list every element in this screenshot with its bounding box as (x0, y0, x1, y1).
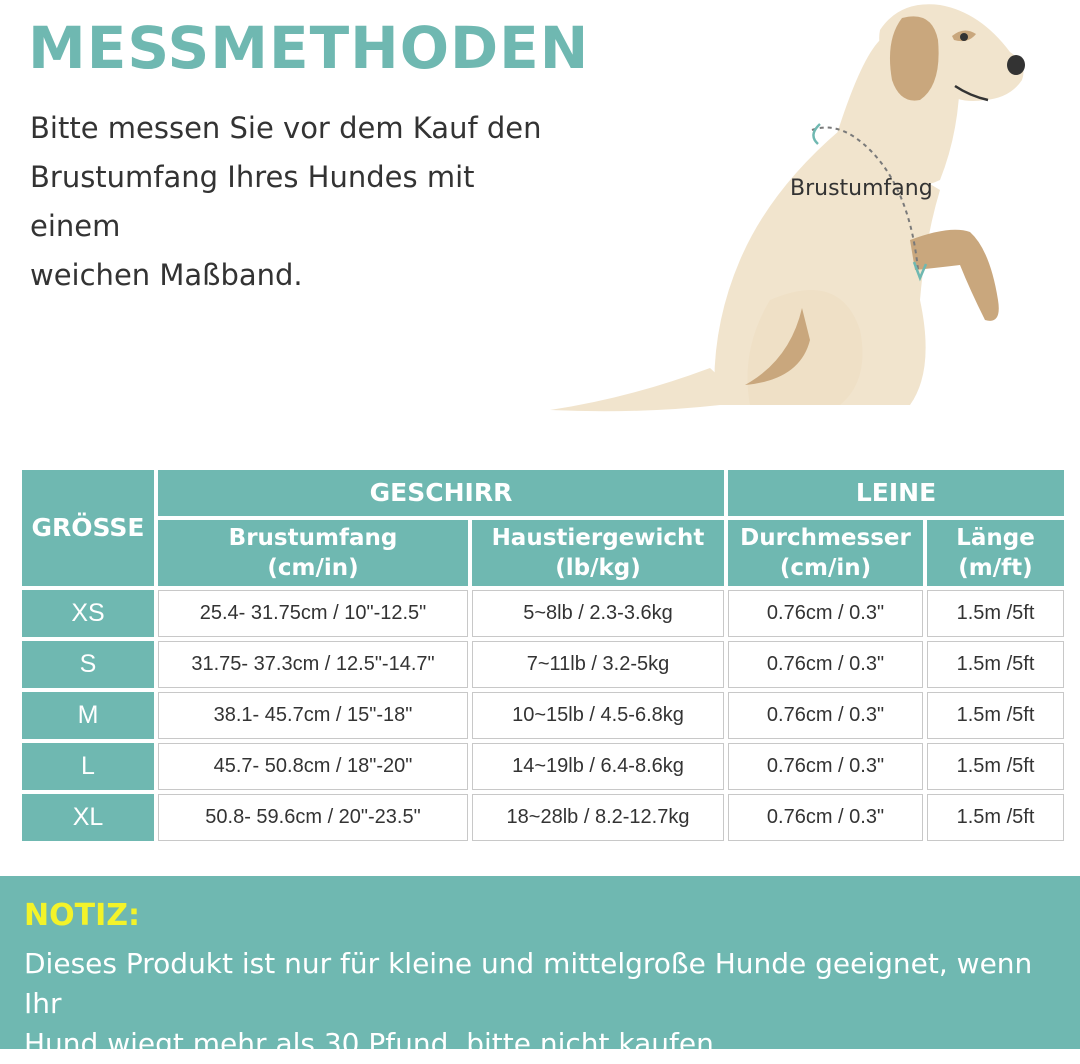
weight-cell: 14~19lb / 6.4-8.6kg (472, 743, 724, 790)
length-header-label: Länge (956, 525, 1035, 551)
size-chart-table (18, 466, 1068, 845)
diameter-cell: 0.76cm / 0.3" (728, 794, 923, 841)
size-cell: XS (22, 590, 154, 637)
table-row (22, 794, 1064, 841)
table-row (22, 743, 1064, 790)
intro-text (30, 104, 570, 300)
harness-group-header: GESCHIRR (158, 470, 724, 516)
chest-column-header (158, 520, 468, 586)
chest-cell: 38.1- 45.7cm / 15"-18" (158, 692, 468, 739)
weight-header-unit: (lb/kg) (555, 555, 641, 581)
intro-line-1: Bitte messen Sie vor dem Kauf den (30, 111, 542, 145)
weight-cell: 18~28lb / 8.2-12.7kg (472, 794, 724, 841)
size-cell: L (22, 743, 154, 790)
chest-header-label: Brustumfang (228, 525, 398, 551)
length-cell: 1.5m /5ft (927, 692, 1064, 739)
length-header-unit: (m/ft) (958, 555, 1033, 581)
note-box (0, 876, 1080, 1060)
diameter-cell: 0.76cm / 0.3" (728, 641, 923, 688)
length-cell: 1.5m /5ft (927, 794, 1064, 841)
note-line-2: Hund wiegt mehr als 30 Pfund, bitte nicht kaufen (24, 1027, 714, 1060)
intro-line-3: weichen Maßband. (30, 258, 303, 292)
diameter-column-header (728, 520, 923, 586)
size-column-header: GRÖSSE (22, 470, 154, 586)
weight-header-label: Haustiergewicht (491, 525, 705, 551)
dog-icon (540, 0, 1080, 420)
leash-group-header: LEINE (728, 470, 1064, 516)
length-cell: 1.5m /5ft (927, 641, 1064, 688)
chest-header-unit: (cm/in) (267, 555, 359, 581)
weight-cell: 10~15lb / 4.5-6.8kg (472, 692, 724, 739)
table-row (22, 692, 1064, 739)
weight-cell: 7~11lb / 3.2-5kg (472, 641, 724, 688)
diameter-header-label: Durchmesser (740, 525, 911, 551)
size-cell: XL (22, 794, 154, 841)
length-cell: 1.5m /5ft (927, 590, 1064, 637)
size-cell: S (22, 641, 154, 688)
chest-cell: 45.7- 50.8cm / 18"-20" (158, 743, 468, 790)
measure-label: Brustumfang (790, 176, 933, 201)
chest-cell: 50.8- 59.6cm / 20"-23.5" (158, 794, 468, 841)
weight-cell: 5~8lb / 2.3-3.6kg (472, 590, 724, 637)
note-line-1: Dieses Produkt ist nur für kleine und mittelgroße Hunde geeignet, wenn Ihr (24, 947, 1033, 1020)
weight-column-header (472, 520, 724, 586)
diameter-cell: 0.76cm / 0.3" (728, 692, 923, 739)
page-title: MESSMETHODEN (28, 14, 590, 82)
diameter-cell: 0.76cm / 0.3" (728, 590, 923, 637)
sitting-dog-illustration (540, 0, 1080, 420)
intro-line-2: Brustumfang Ihres Hundes mit einem (30, 160, 475, 243)
table-row (22, 590, 1064, 637)
size-cell: M (22, 692, 154, 739)
diameter-cell: 0.76cm / 0.3" (728, 743, 923, 790)
length-cell: 1.5m /5ft (927, 743, 1064, 790)
length-column-header (927, 520, 1064, 586)
note-title: NOTIZ: (24, 898, 140, 933)
note-text (24, 944, 1074, 1064)
table-row (22, 641, 1064, 688)
chest-cell: 25.4- 31.75cm / 10"-12.5" (158, 590, 468, 637)
diameter-header-unit: (cm/in) (779, 555, 872, 581)
chest-cell: 31.75- 37.3cm / 12.5"-14.7" (158, 641, 468, 688)
